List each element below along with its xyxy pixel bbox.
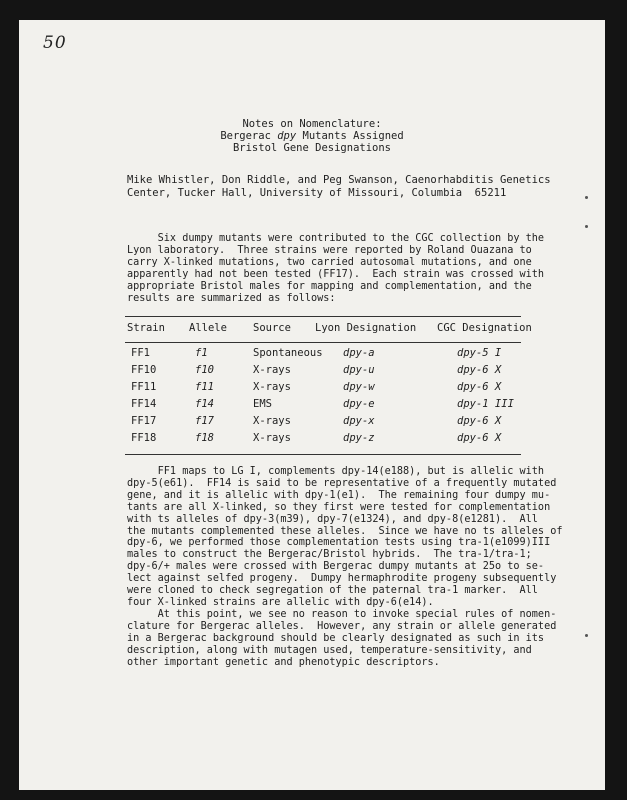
body-line: At this point, we see no reason to invoke special rules of nomen-: [127, 608, 557, 620]
body-line: other important genetic and phenotypic descriptors.: [127, 656, 440, 668]
title-line-3: Bristol Gene Designations: [232, 142, 392, 154]
body-line: dpy-6, we performed those complementation tests using tra-1(e1099)III: [127, 537, 551, 549]
table-cell: f18: [195, 432, 214, 444]
table-cell: X-rays: [253, 415, 291, 427]
title-line-2-post: Mutants Assigned: [296, 130, 404, 142]
intro-line: Lyon laboratory. Three strains were reported by Roland Ouazana to: [127, 244, 532, 256]
body-line: gene, and it is allelic with dpy-1(e1). The remaining four dumpy mu-: [127, 489, 551, 501]
body-paragraphs: [127, 466, 562, 668]
table-cell: dpy-6 X: [457, 415, 502, 427]
header-allele: Allele: [189, 322, 227, 334]
title-line-2: [19, 130, 605, 142]
body-line: in a Bergerac background should be clearly designated as such in its: [127, 632, 545, 644]
page-number: 50: [43, 33, 67, 53]
header-source: Source: [253, 322, 291, 334]
body-line: were cloned to check segregation of the paternal tra-1 marker. All: [127, 585, 538, 597]
title-line-1: Notes on Nomenclature:: [242, 118, 382, 130]
table-cell: Spontaneous: [253, 347, 323, 359]
table-cell: dpy-1 III: [457, 398, 514, 410]
table-header-rule: [125, 342, 521, 343]
header-strain: Strain: [127, 322, 165, 334]
table-cell: dpy-a: [343, 347, 375, 359]
title-line-2-pre: Bergerac: [220, 130, 278, 142]
table-cell: dpy-w: [343, 381, 375, 393]
table-cell: f17: [195, 415, 214, 427]
document-page: [19, 20, 605, 790]
authors-line-2: Center, Tucker Hall, University of Missouri, Columbia 65211: [127, 186, 507, 199]
body-line: FF1 maps to LG I, complements dpy-14(e188), but is allelic with: [127, 466, 545, 477]
table-cell: dpy-e: [343, 398, 375, 410]
table-cell: f14: [195, 398, 214, 410]
body-line: dpy-6/+ males were crossed with Bergerac dumpy mutants at 25o to se-: [127, 561, 545, 573]
scan-speck: [585, 634, 588, 637]
authors-line-1: Mike Whistler, Don Riddle, and Peg Swanson, Caenorhabditis Genetics: [127, 174, 551, 186]
table-cell: EMS: [253, 398, 272, 410]
intro-line: carry X-linked mutations, two carried autosomal mutations, and one: [127, 256, 532, 268]
body-line: the mutants complemented these alleles. Since we have no ts alleles of: [127, 525, 563, 537]
body-line: dpy-5(e61). FF14 is said to be representative of a frequently mutated: [127, 477, 557, 489]
table-cell: X-rays: [253, 381, 291, 393]
table-cell: dpy-x: [343, 415, 375, 427]
title-dpy: dpy: [277, 130, 297, 142]
body-line: four X-linked strains are allelic with dpy-6(e14).: [127, 596, 434, 608]
body-line: tants are all X-linked, so they first were tested for complementation: [127, 501, 551, 513]
table-cell: FF11: [131, 381, 157, 393]
table-cell: FF17: [131, 415, 157, 427]
table-top-rule: [125, 316, 521, 317]
intro-paragraph: [127, 233, 544, 304]
intro-line: results are summarized as follows:: [127, 292, 336, 304]
body-line: males to construct the Bergerac/Bristol hybrids. The tra-1/tra-1;: [127, 549, 532, 561]
table-cell: dpy-6 X: [457, 432, 502, 444]
scan-speck: [585, 196, 588, 199]
intro-line: appropriate Bristol males for mapping and complementation, and the: [127, 280, 532, 292]
table-cell: X-rays: [253, 364, 291, 376]
intro-line: Six dumpy mutants were contributed to the CGC collection by the: [127, 233, 545, 244]
header-cgc: CGC Designation: [437, 322, 532, 334]
table-bottom-rule: [125, 454, 521, 455]
authors: [127, 174, 551, 199]
table-cell: f11: [195, 381, 214, 393]
table-cell: dpy-5 I: [457, 347, 502, 359]
table-cell: dpy-z: [343, 432, 375, 444]
table-cell: f1: [195, 347, 208, 359]
table-cell: FF18: [131, 432, 157, 444]
table-cell: FF10: [131, 364, 157, 376]
table-cell: dpy-u: [343, 364, 375, 376]
intro-line: apparently had not been tested (FF17). Each strain was crossed with: [127, 268, 545, 280]
body-line: clature for Bergerac alleles. However, any strain or allele generated: [127, 620, 557, 632]
scan-speck: [585, 225, 588, 228]
body-line: with ts alleles of dpy-3(m39), dpy-7(e1324), and dpy-8(e1281). All: [127, 513, 538, 525]
header-lyon: Lyon Designation: [315, 322, 417, 334]
table-cell: f10: [195, 364, 214, 376]
table-cell: FF1: [131, 347, 150, 359]
body-line: lect against selfed progeny. Dumpy hermaphrodite progeny subsequently: [127, 573, 557, 585]
table-cell: dpy-6 X: [457, 364, 502, 376]
table-cell: X-rays: [253, 432, 291, 444]
table-cell: dpy-6 X: [457, 381, 502, 393]
table-cell: FF14: [131, 398, 157, 410]
body-line: description, along with mutagen used, temperature-sensitivity, and: [127, 644, 532, 656]
